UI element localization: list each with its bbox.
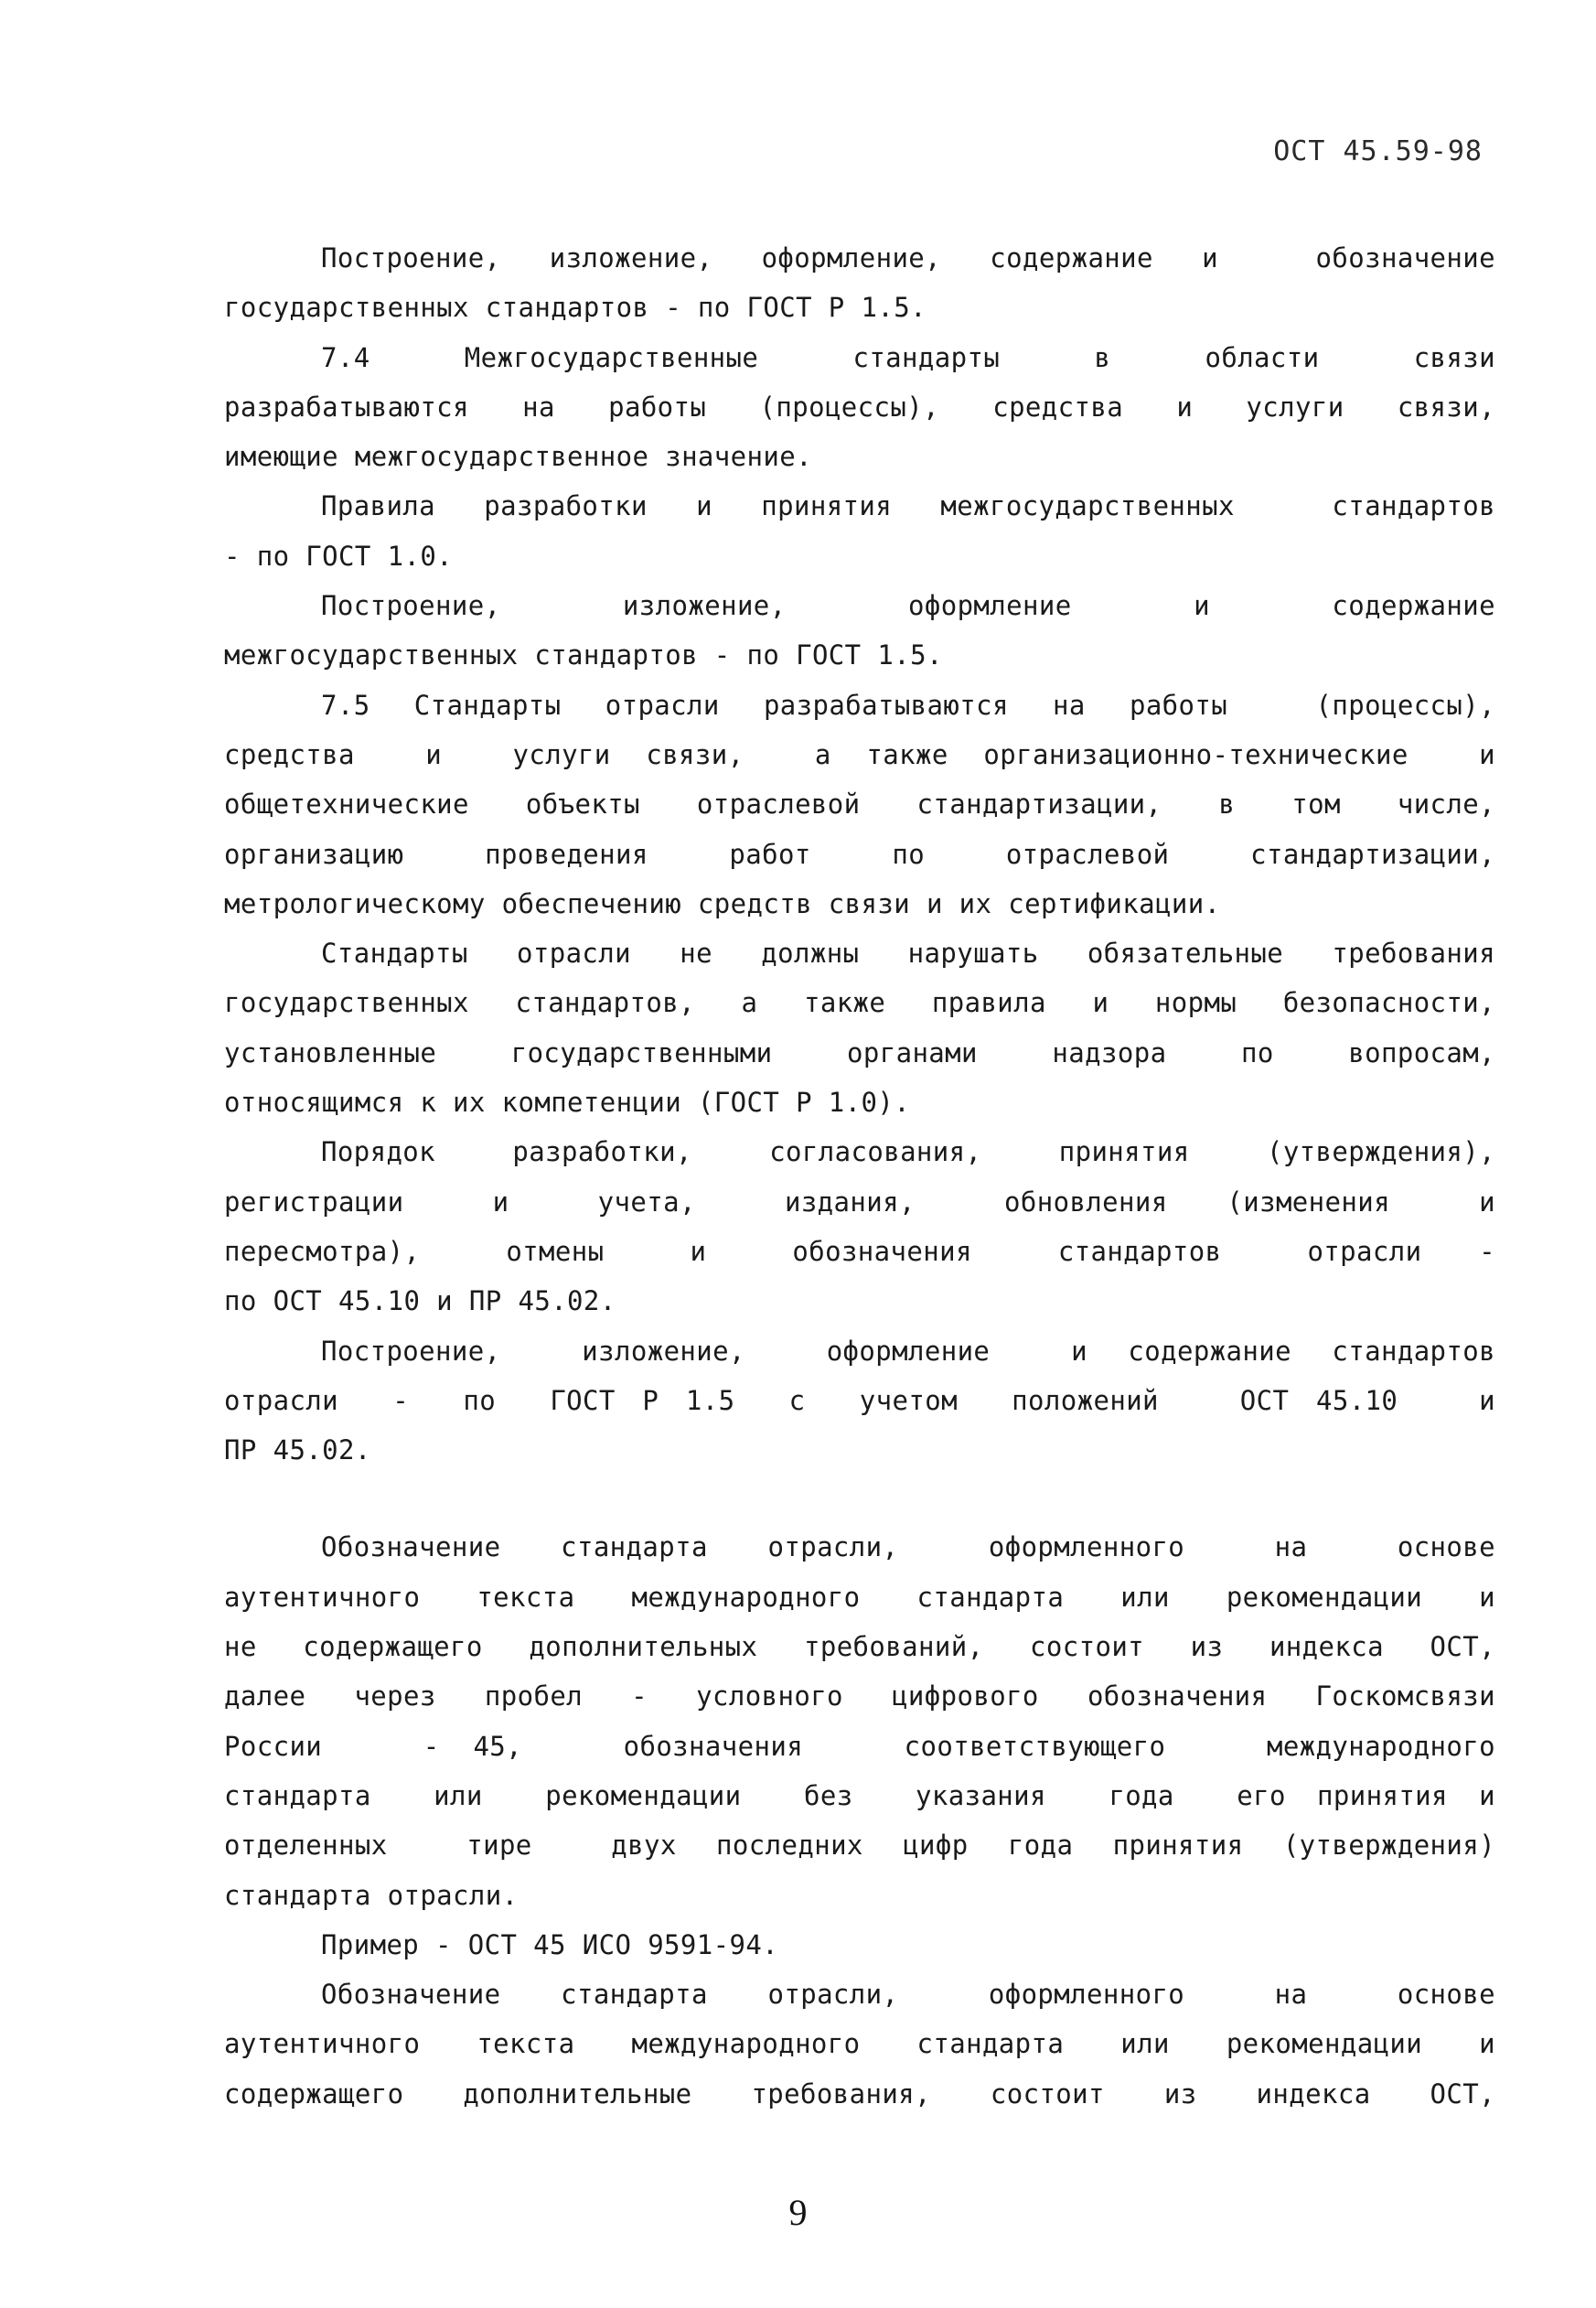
text-line: Построение, изложение, оформление, содержание и обозначение bbox=[321, 242, 1495, 274]
text-line: Построение, изложение, оформление и содержание стандартов bbox=[321, 1335, 1495, 1367]
text-line: регистрации и учета, издания, обновления (изменения и bbox=[224, 1186, 1495, 1218]
text-line: 7.4 Межгосударственные стандарты в области связи bbox=[321, 341, 1495, 373]
text-line: общетехнические объекты отраслевой стандартизации, в том числе, bbox=[224, 789, 1495, 821]
text-line: Обозначение стандарта отрасли, оформленного на основе bbox=[321, 1979, 1495, 2011]
text-line: не содержащего дополнительных требований, состоит из индекса ОСТ, bbox=[224, 1631, 1495, 1663]
text-line: стандарта отрасли. bbox=[224, 1879, 519, 1911]
text-line: аутентичного текста международного стандарта или рекомендации и bbox=[224, 2028, 1495, 2060]
paragraph-gap bbox=[224, 1475, 1495, 1522]
text-line: разрабатываются на работы (процессы), средства и услуги связи, bbox=[224, 391, 1495, 423]
text-line: содержащего дополнительные требования, состоит из индекса ОСТ, bbox=[224, 2077, 1495, 2109]
text-line: средства и услуги связи, а также организационно-технические и bbox=[224, 738, 1495, 770]
text-line: 7.5 Стандарты отрасли разрабатываются на работы (процессы), bbox=[321, 689, 1495, 721]
text-line: Обозначение стандарта отрасли, оформленного на основе bbox=[321, 1531, 1495, 1563]
document-code: ОСТ 45.59-98 bbox=[1273, 135, 1483, 167]
text-line: отрасли - по ГОСТ Р 1.5 с учетом положений ОСТ 45.10 и bbox=[224, 1384, 1495, 1416]
text-line: Стандарты отрасли не должны нарушать обязательные требования bbox=[321, 938, 1495, 970]
text-line: далее через пробел - условного цифрового обозначения Госкомсвязи bbox=[224, 1680, 1495, 1712]
text-line: организацию проведения работ по отраслевой стандартизации, bbox=[224, 838, 1495, 870]
text-line: Правила разработки и принятия межгосударственных стандартов bbox=[321, 490, 1495, 522]
text-line: Порядок разработки, согласования, принятия (утверждения), bbox=[321, 1136, 1495, 1168]
body-text bbox=[224, 233, 1495, 2119]
text-line: установленные государственными органами надзора по вопросам, bbox=[224, 1036, 1495, 1068]
text-line: Пример - ОСТ 45 ИСО 9591-94. bbox=[321, 1928, 779, 1960]
text-line: метрологическому обеспечению средств связи и их сертификации. bbox=[224, 887, 1221, 919]
text-line: государственных стандартов - по ГОСТ Р 1.5. bbox=[224, 292, 927, 324]
text-line: Построение, изложение, оформление и содержание bbox=[321, 590, 1495, 622]
page-number: 9 bbox=[788, 2192, 808, 2233]
text-line: - по ГОСТ 1.0. bbox=[224, 540, 454, 572]
text-line: пересмотра), отмены и обозначения стандартов отрасли - bbox=[224, 1235, 1495, 1267]
text-line: имеющие межгосударственное значение. bbox=[224, 441, 812, 473]
text-line: государственных стандартов, а также правила и нормы безопасности, bbox=[224, 987, 1495, 1019]
text-line: отделенных тире двух последних цифр года принятия (утверждения) bbox=[224, 1830, 1495, 1862]
text-line: аутентичного текста международного стандарта или рекомендации и bbox=[224, 1581, 1495, 1613]
text-line: по ОСТ 45.10 и ПР 45.02. bbox=[224, 1285, 616, 1317]
text-line: России - 45, обозначения соответствующего международного bbox=[224, 1730, 1495, 1762]
text-line: относящимся к их компетенции (ГОСТ Р 1.0). bbox=[224, 1087, 911, 1119]
text-line: межгосударственных стандартов - по ГОСТ 1.5. bbox=[224, 639, 943, 671]
text-line: ПР 45.02. bbox=[224, 1434, 371, 1466]
text-line: стандарта или рекомендации без указания года его принятия и bbox=[224, 1779, 1495, 1811]
